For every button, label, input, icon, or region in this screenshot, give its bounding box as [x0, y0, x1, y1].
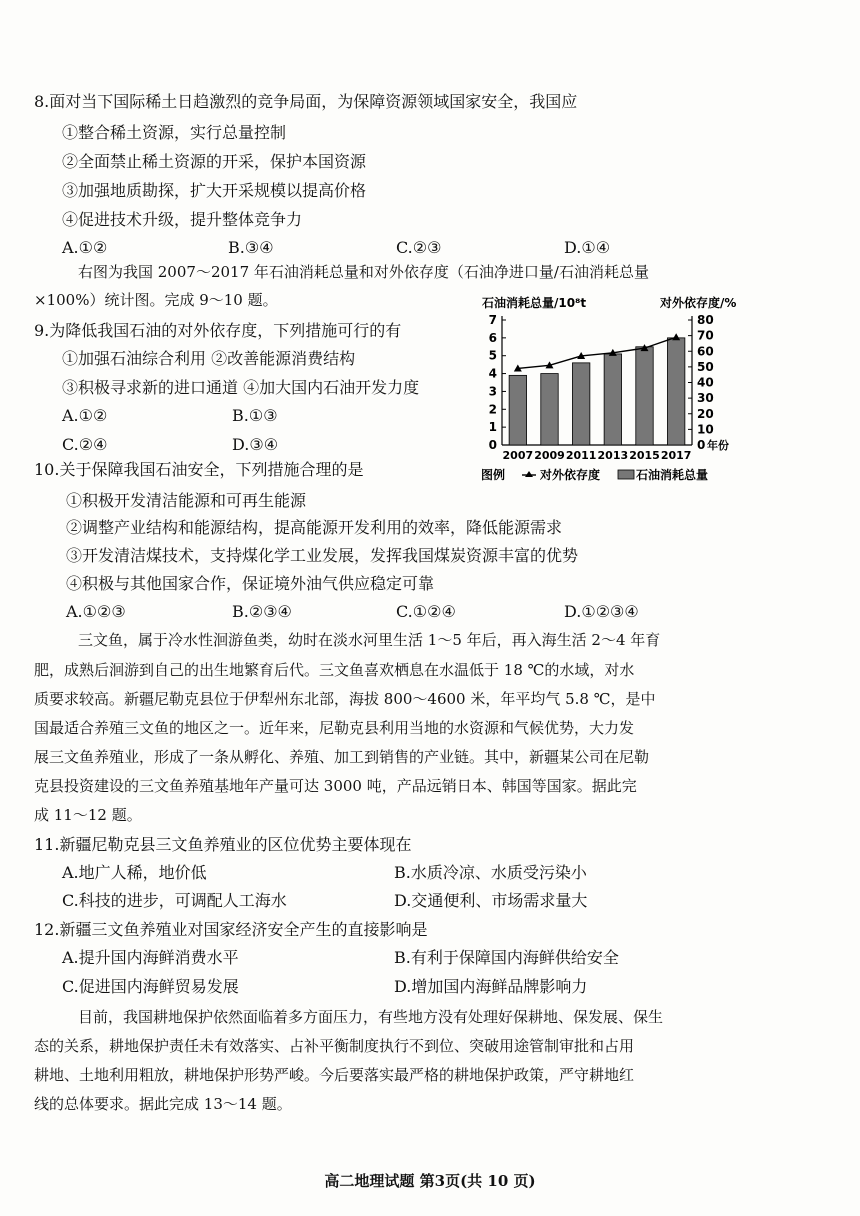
- passage-11-12-line: 成 11～12 题。: [34, 806, 142, 824]
- legend-triangle-icon: [525, 471, 533, 477]
- q10-option-c: C.①②④: [396, 602, 456, 621]
- left-tick-label: 2: [488, 402, 497, 417]
- passage-11-12-line: 展三文鱼养殖业，形成了一条从孵化、养殖、加工到销售的产业链。其中，新疆某公司在尼勒: [34, 748, 650, 766]
- right-tick-label: 50: [697, 359, 714, 374]
- x-tick-label: 2013: [597, 449, 629, 462]
- q9-items-line2: ③积极寻求新的进口通道 ④加大国内石油开发力度: [62, 378, 420, 397]
- passage-13-14-line: 态的关系，耕地保护责任未有效落实、占补平衡制度执行不到位、突破用途管制审批和占用: [34, 1037, 635, 1055]
- x-tick-label: 2007: [502, 449, 534, 462]
- passage-13-14-line: 目前，我国耕地保护依然面临着多方面压力，有些地方没有处理好保耕地、保发展、保生: [78, 1008, 664, 1026]
- q9-stem: 9.为降低我国石油的对外依存度，下列措施可行的有: [34, 321, 402, 340]
- q11-stem: 11.新疆尼勒克县三文鱼养殖业的区位优势主要体现在: [34, 835, 412, 854]
- oil-consumption-chart: [470, 290, 740, 490]
- bar-consumption: [636, 347, 653, 445]
- q12-option-d: D.增加国内海鲜品牌影响力: [394, 977, 588, 996]
- q10-item: ③开发清洁煤技术，支持煤化学工业发展，发挥我国煤炭资源丰富的优势: [66, 546, 579, 565]
- q8-item: ②全面禁止稀土资源的开采，保护本国资源: [62, 152, 367, 171]
- q8-option-a: A.①②: [62, 238, 108, 257]
- left-axis-label: 石油消耗总量/10⁸t: [482, 296, 587, 310]
- passage-11-12-line: 国最适合养殖三文鱼的地区之一。近年来，尼勒克县利用当地的水资源和气候优势，大力发: [34, 719, 635, 737]
- x-tick-label: 2015: [629, 449, 660, 462]
- q10-option-d: D.①②③④: [564, 602, 639, 621]
- legend-title: 图例: [481, 468, 506, 482]
- legend-label-consumption: 石油消耗总量: [636, 468, 709, 482]
- q11-option-d: D.交通便利、市场需求量大: [394, 891, 588, 910]
- left-tick-label: 1: [488, 420, 497, 435]
- right-tick-label: 10: [697, 422, 714, 437]
- q12-option-a: A.提升国内海鲜消费水平: [62, 948, 239, 967]
- q9-option-d: D.③④: [232, 435, 279, 454]
- passage-11-12-line: 肥，成熟后洄游到自己的出生地繁育后代。三文鱼喜欢栖息在水温低于 18 ℃的水域，对水: [34, 661, 635, 679]
- right-tick-label: 60: [697, 344, 714, 359]
- q9-option-c: C.②④: [62, 435, 108, 454]
- q10-item: ①积极开发清洁能源和可再生能源: [66, 491, 307, 510]
- q8-option-c: C.②③: [396, 238, 442, 257]
- passage-13-14-line: 线的总体要求。据此完成 13～14 题。: [34, 1095, 292, 1113]
- q10-option-a: A.①②③: [66, 602, 126, 621]
- q8-item: ③加强地质勘探，扩大开采规模以提高价格: [62, 181, 367, 200]
- right-tick-label: 30: [697, 391, 714, 406]
- q12-stem: 12.新疆三文鱼养殖业对国家经济安全产生的直接影响是: [34, 920, 428, 939]
- x-unit-label: 年份: [707, 439, 729, 452]
- right-tick-label: 20: [697, 406, 714, 421]
- q9-option-a: A.①②: [62, 406, 108, 425]
- left-tick-label: 3: [488, 384, 497, 399]
- left-tick-label: 7: [488, 313, 497, 327]
- left-tick-label: 5: [488, 348, 497, 363]
- q10-stem: 10.关于保障我国石油安全，下列措施合理的是: [34, 460, 364, 479]
- left-tick-label: 0: [488, 438, 497, 452]
- passage-11-12-line: 克县投资建设的三文鱼养殖基地年产量可达 3000 吨，产品远销日本、韩国等国家。据此完: [34, 777, 637, 795]
- q8-stem: 8.面对当下国际稀土日趋激烈的竞争局面，为保障资源领域国家安全，我国应: [34, 92, 578, 111]
- q10-item: ④积极与其他国家合作，保证境外油气供应稳定可靠: [66, 574, 435, 593]
- q10-option-b: B.②③④: [232, 602, 292, 621]
- bar-consumption: [604, 354, 621, 445]
- legend-label-dependency: 对外依存度: [540, 468, 601, 482]
- left-tick-label: 6: [488, 330, 497, 345]
- q8-option-b: B.③④: [228, 238, 274, 257]
- q8-option-d: D.①④: [564, 238, 611, 257]
- right-tick-label: 40: [697, 375, 714, 390]
- q12-option-b: B.有利于保障国内海鲜供给安全: [394, 948, 619, 967]
- q10-item: ②调整产业结构和能源结构，提高能源开发利用的效率，降低能源需求: [66, 518, 563, 537]
- passage-11-12-line: 质要求较高。新疆尼勒克县位于伊犁州东北部，海拔 800～4600 米，年平均气 5.8 ℃，是中: [34, 690, 656, 708]
- q8-item: ④促进技术升级，提升整体竞争力: [62, 210, 303, 229]
- q9-option-b: B.①③: [232, 406, 278, 425]
- q11-option-b: B.水质冷凉、水质受污染小: [394, 863, 587, 882]
- x-tick-label: 2017: [660, 449, 692, 462]
- bar-consumption: [541, 374, 558, 445]
- q11-option-c: C.科技的进步，可调配人工海水: [62, 891, 287, 910]
- left-tick-label: 4: [488, 366, 497, 381]
- q9-items-line1: ①加强石油综合利用 ②改善能源消费结构: [62, 349, 356, 368]
- bar-consumption: [572, 363, 589, 445]
- right-axis-label: 对外依存度/%: [660, 296, 737, 310]
- bar-consumption: [509, 375, 526, 445]
- dependency-point: [672, 333, 680, 340]
- bar-consumption: [667, 338, 684, 445]
- right-tick-label: 70: [697, 328, 714, 343]
- q8-item: ①整合稀土资源，实行总量控制: [62, 123, 287, 142]
- page-footer: 高二地理试题 第3页(共 10 页): [324, 1172, 536, 1190]
- passage-13-14-line: 耕地、土地利用粗放，耕地保护形势严峻。今后要落实最严格的耕地保护政策，严守耕地红: [34, 1066, 635, 1084]
- right-tick-label: 80: [697, 313, 714, 327]
- q11-option-a: A.地广人稀，地价低: [62, 863, 207, 882]
- legend-bar-swatch: [618, 470, 634, 479]
- intro-9-10-line2: ×100%）统计图。完成 9～10 题。: [34, 291, 278, 309]
- intro-9-10-line1: 右图为我国 2007～2017 年石油消耗总量和对外依存度（石油净进口量/石油消耗总量: [78, 263, 649, 281]
- right-tick-label: 0: [697, 438, 706, 452]
- passage-11-12-line: 三文鱼，属于冷水性洄游鱼类，幼时在淡水河里生活 1～5 年后，再入海生活 2～4 年育: [78, 631, 661, 649]
- q12-option-c: C.促进国内海鲜贸易发展: [62, 977, 239, 996]
- x-tick-label: 2009: [534, 449, 565, 462]
- x-tick-label: 2011: [565, 449, 597, 462]
